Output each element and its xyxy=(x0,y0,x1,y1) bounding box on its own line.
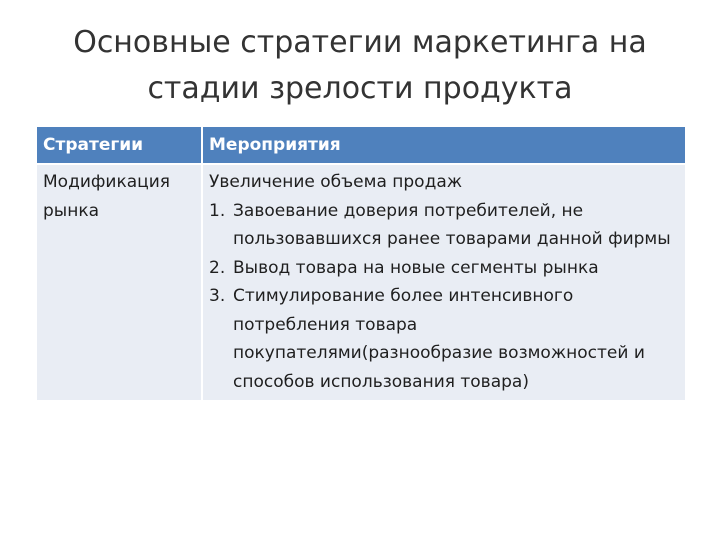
table-row xyxy=(37,164,685,400)
strategy-cell xyxy=(37,164,202,400)
page-title xyxy=(30,20,690,112)
measures-cell xyxy=(202,164,685,400)
list-item-text: Стимулирование более интенсивного потребления товара покупателями(разнообразие возможностей и способов использования товара) xyxy=(233,286,645,392)
list-item xyxy=(209,197,679,254)
title-line-2: стадии зрелости продукта xyxy=(147,71,573,106)
list-item-number: 1. xyxy=(209,200,226,221)
list-item-number: 2. xyxy=(209,257,226,278)
title-line-1: Основные стратегии маркетинга на xyxy=(73,25,647,60)
list-item xyxy=(209,254,679,283)
header-strategies: Стратегии xyxy=(37,127,202,164)
list-item-text: Вывод товара на новые сегменты рынка xyxy=(233,257,599,278)
strategies-table xyxy=(37,127,685,400)
table-header-row xyxy=(37,127,685,164)
measures-list xyxy=(209,197,679,397)
list-item-number: 3. xyxy=(209,286,226,306)
list-item-text: Завоевание доверия потребителей, не пользовавшихся ранее товарами данной фирмы xyxy=(233,200,671,249)
header-measures: Мероприятия xyxy=(202,127,685,164)
list-item xyxy=(209,282,679,396)
strategy-name: Модификация рынка xyxy=(43,172,170,221)
measures-headline: Увеличение объема продаж xyxy=(209,172,463,192)
